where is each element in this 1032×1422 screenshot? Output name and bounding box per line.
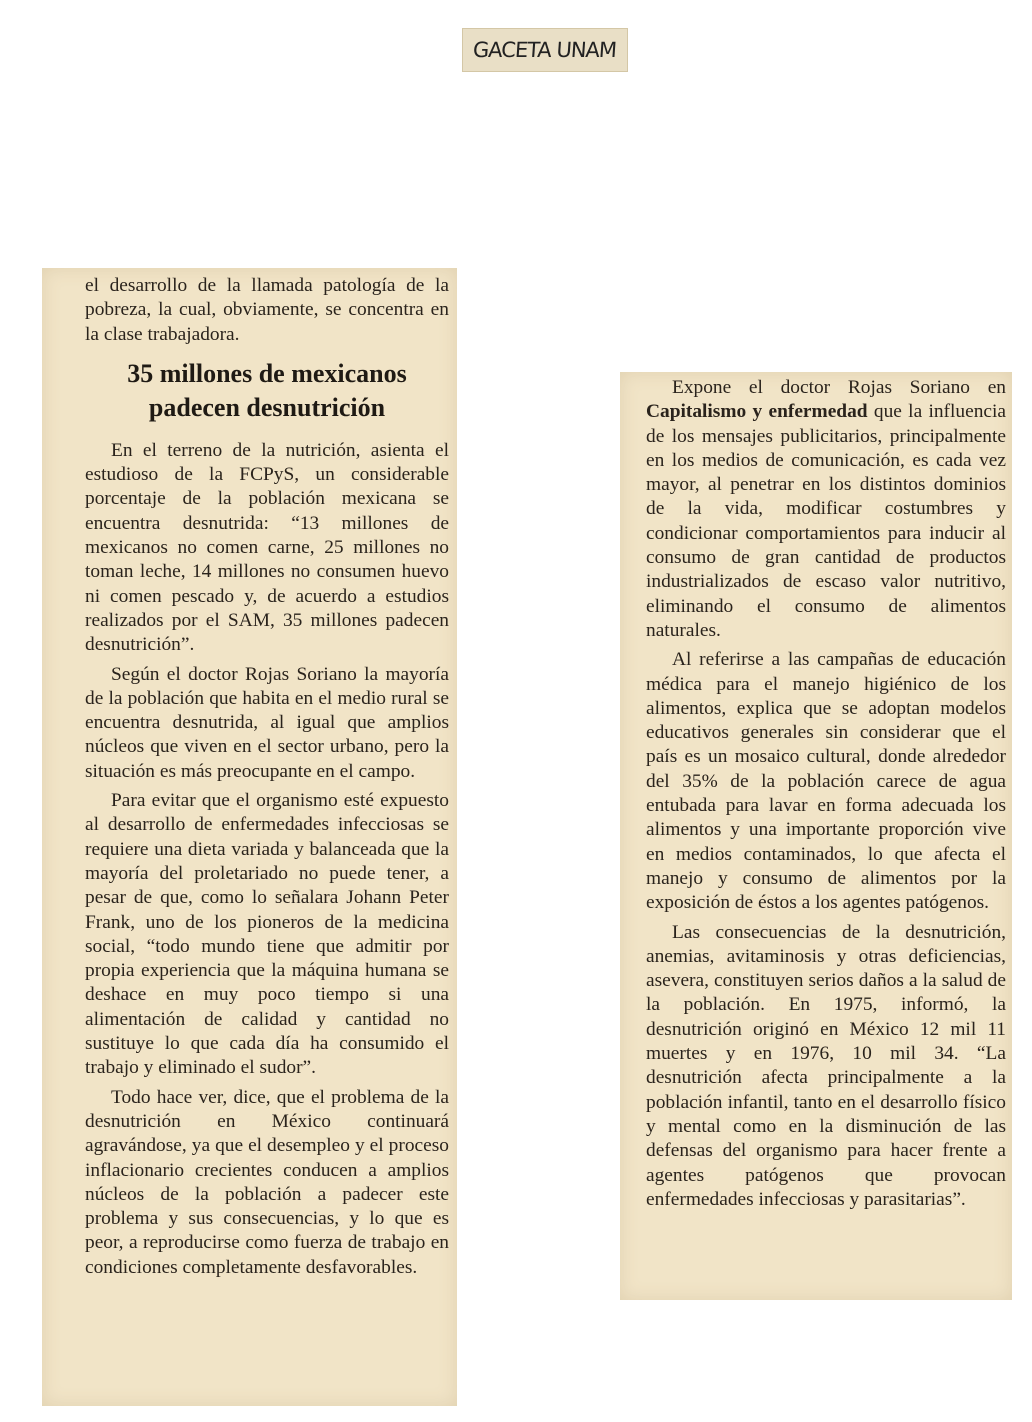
paragraph: Las consecuencias de la desnutrición, anemias, avitaminosis y otras deficiencias, asevera, constituyen serios daños a la salud de la población. En 1975, informó, la desnutrición originó en México 12 mil 11 muertes y en 1976, 10 mil 34. “La desnutrición afecta principalmente a la población infantil, tanto en el desarrollo físico y mental como en la disminución de las defensas del organismo para hacer frente a agentes patógenos que provocan enfermedades infecciosas y parasitarias”. bbox=[646, 921, 1006, 1210]
article-clipping-right bbox=[620, 372, 1012, 1300]
paragraph-with-book-title bbox=[646, 376, 1006, 643]
paragraph-rest: que la influencia de los mensajes publicitarios, principalmente en los medios de comunicación, es cada vez mayor, al penetrar en los distintos dominios de la vida, modificar costumbres y condicionar comportamientos para inducir al consumo de gran cantidad de productos industrializados de escaso valor nutritivo, eliminando el consumo de alimentos naturales. bbox=[646, 401, 1007, 641]
book-title: Capitalismo y enfermedad bbox=[646, 401, 868, 423]
paragraph: Al referirse a las campañas de educación médica para el manejo higiénico de los alimentos, explica que se adoptan modelos educativos generales sin considerar que el país es un mosaico cultural, donde alrededor del 35% de la población carece de agua entubada para lavar en forma adecuada los alimentos y una importante proporción vive en medios contaminados, lo que afecta el manejo y consumo de alimentos por la exposición de éstos a los agentes patógenos. bbox=[646, 649, 1006, 914]
headline-line-2: padecen desnutrición bbox=[148, 392, 386, 422]
intro-paragraph: el desarrollo de la llamada patología de la pobreza, la cual, obviamente, se concentra en la clase trabajadora. bbox=[85, 275, 449, 345]
paragraph: Según el doctor Rojas Soriano la mayoría de la población que habita en el medio rural se encuentra desnutrida, al igual que amplios núcleos que viven en el sector urbano, pero la situación es más preocupante en el campo. bbox=[85, 663, 449, 782]
source-label-clipping bbox=[462, 28, 628, 72]
article-clipping-left bbox=[42, 268, 457, 1406]
paragraph: En el terreno de la nutrición, asienta el estudioso de la FCPyS, un considerable porcentaje de la población mexicana se encuentra desnutrida: “13 millones de mexicanos no comen carne, 25 millones no toman leche, 14 millones no consumen huevo ni comen pescado y, de acuerdo a estudios realizados por el SAM, 35 millones padecen desnutrición”. bbox=[85, 439, 449, 656]
article-headline bbox=[85, 357, 449, 425]
source-label: GACETA UNAM bbox=[472, 38, 618, 62]
headline-line-1: 35 millones de mexicanos bbox=[127, 358, 407, 388]
paragraph-start: Expone el doctor Rojas Soriano en bbox=[672, 377, 1006, 398]
paragraph: Todo hace ver, dice, que el problema de la desnutrición en México continuará agravándose, ya que el desempleo y el proceso inflacionario crecientes conducen a amplios núcleos de la población a padecer este problema y sus consecuencias, y lo que es peor, a reproducirse como fuerza de trabajo en condiciones completamente desfavorables. bbox=[85, 1086, 449, 1278]
paragraph: Para evitar que el organismo esté expuesto al desarrollo de enfermedades infecciosas se requiere una dieta variada y balanceada que la mayoría del proletariado no puede tener, a pesar de que, como lo señalara Johann Peter Frank, uno de los pioneros de la medicina social, “todo mundo tiene que admitir por propia experiencia que la máquina humana se deshace en muy poco tiempo si una alimentación de calidad y cantidad no sustituye lo que cada día ha consumido el trabajo y eliminado el sudor”. bbox=[85, 790, 449, 1079]
